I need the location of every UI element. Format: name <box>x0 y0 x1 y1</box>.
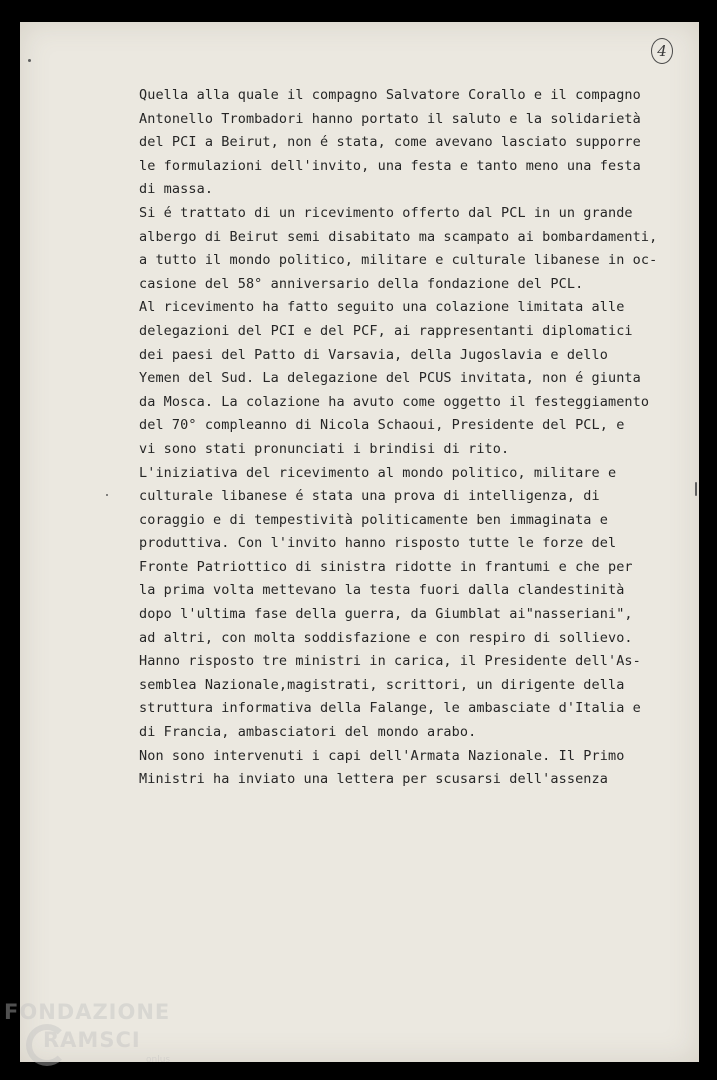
text-line: Quella alla quale il compagno Salvatore Corallo e il compagno <box>139 87 641 103</box>
text-line: Al ricevimento ha fatto seguito una colazione limitata alle <box>139 299 625 316</box>
text-line: di Francia, ambasciatori del mondo arabo. <box>139 724 477 741</box>
text-line: dopo l'ultima fase della guerra, da Giumblat ai"nasseriani", <box>139 606 633 623</box>
text-line: del 70° compleanno di Nicola Schaoui, Presidente del PCL, e <box>139 417 625 434</box>
page-number: 4 <box>651 38 673 64</box>
text-line: da Mosca. La colazione ha avuto come oggetto il festeggiamento <box>139 393 650 410</box>
text-line: le formulazioni dell'invito, una festa e tanto meno una festa <box>139 157 641 174</box>
watermark-small: onlus <box>146 1055 171 1065</box>
paper-speck <box>106 494 108 496</box>
text-line: L'iniziativa del ricevimento al mondo politico, militare e <box>139 464 617 481</box>
text-line: la prima volta mettevano la testa fuori dalla clandestinità <box>139 582 625 599</box>
text-line: Yemen del Sud. La delegazione del PCUS invitata, non é giunta <box>139 370 641 387</box>
text-line: casione del 58° anniversario della fondazione del PCL. <box>139 275 584 292</box>
watermark-line1: FONDAZIONE <box>4 1000 171 1024</box>
text-line: Fronte Patriottico di sinistra ridotte in frantumi e che per <box>139 558 633 575</box>
text-line: Si é trattato di un ricevimento offerto dal PCL in un grande <box>139 204 633 221</box>
text-line: semblea Nazionale,magistrati, scrittori, un dirigente della <box>139 676 625 693</box>
document-page <box>20 22 699 1062</box>
text-line: albergo di Beirut semi disabitato ma scampato ai bombardamenti, <box>139 228 658 245</box>
text-line: produttiva. Con l'invito hanno risposto tutte le forze del <box>139 535 617 552</box>
text-line: coraggio e di tempestività politicamente ben immaginata e <box>139 511 608 528</box>
text-line: Antonello Trombadori hanno portato il saluto e la solidarietà <box>139 110 641 127</box>
text-line: Ministri ha inviato una lettera per scusarsi dell'assenza <box>139 771 608 788</box>
text-line: vi sono stati pronunciati i brindisi di rito. <box>139 440 510 457</box>
text-line: a tutto il mondo politico, militare e culturale libanese in oc- <box>139 252 658 269</box>
text-line: struttura informativa della Falange, le ambasciate d'Italia e <box>139 700 641 717</box>
typed-text-body <box>139 84 679 792</box>
text-line: dei paesi del Patto di Varsavia, della Jugoslavia e dello <box>139 346 608 363</box>
paper-speck <box>695 482 697 496</box>
text-line: culturale libanese é stata una prova di intelligenza, di <box>139 488 600 505</box>
text-line: Hanno risposto tre ministri in carica, il Presidente dell'As- <box>139 653 641 670</box>
text-line: Non sono intervenuti i capi dell'Armata Nazionale. Il Primo <box>139 747 625 764</box>
paper-speck <box>28 59 31 62</box>
text-line: delegazioni del PCI e del PCF, ai rappresentanti diplomatici <box>139 322 633 339</box>
text-line: ad altri, con molta soddisfazione e con respiro di sollievo. <box>139 629 633 646</box>
text-line: del PCI a Beirut, non é stata, come avevano lasciato supporre <box>139 134 641 151</box>
watermark-line2: RAMSCI <box>43 1028 141 1052</box>
text-line: di massa. <box>139 181 214 198</box>
